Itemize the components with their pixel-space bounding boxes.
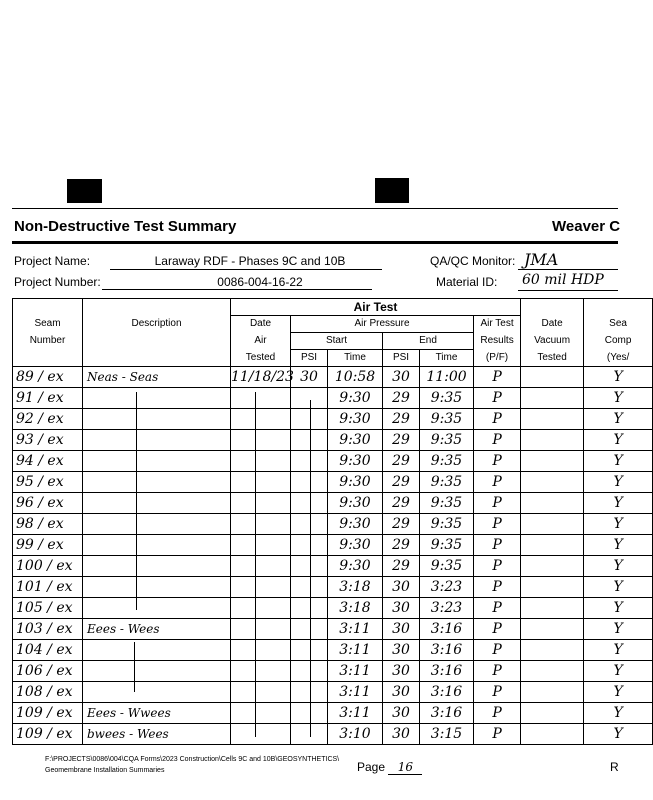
table-row [13, 577, 653, 598]
seam-complete-cell: Y [584, 430, 653, 451]
date-air-tested-cell [231, 556, 291, 577]
project-number-value: 0086-004-16-22 [217, 275, 303, 289]
air-test-result-cell: P [474, 619, 521, 640]
end-psi-cell: 29 [383, 430, 420, 451]
vacuum-tested-cell [521, 430, 584, 451]
air-test-group-header: Air Test [231, 299, 521, 316]
project-number-label: Project Number: [14, 275, 101, 289]
seam-complete-cell: Y [584, 682, 653, 703]
seam-complete-cell: Y [584, 556, 653, 577]
air-test-result-cell: P [474, 724, 521, 745]
seam-number-cell: 109 / ex [13, 703, 83, 724]
vacuum-tested-cell [521, 388, 584, 409]
footer-file-path: F:\PROJECTS\0086\004\CQA Forms\2023 Construction\Cells 9C and 10B\GEOSYNTHETICS\ [45, 756, 340, 763]
description-cell [83, 640, 231, 661]
end-time-cell: 3:16 [420, 661, 474, 682]
seam-header-blank [13, 299, 83, 316]
end-time-cell: 3:16 [420, 619, 474, 640]
end-time-header: Time [420, 350, 474, 367]
company-name: Weaver C [552, 218, 621, 235]
form-title: Non-Destructive Test Summary [14, 218, 237, 235]
seam-number-cell: 89 / ex [13, 367, 83, 388]
start-time-header: Time [328, 350, 383, 367]
end-psi-cell: 29 [383, 493, 420, 514]
description-header: Description [83, 316, 231, 333]
end-time-cell: 9:35 [420, 451, 474, 472]
date-air-tested-cell [231, 682, 291, 703]
start-psi-cell [291, 430, 328, 451]
end-psi-cell: 29 [383, 388, 420, 409]
seam-complete-cell: Y [584, 514, 653, 535]
seam-number-cell: 99 / ex [13, 535, 83, 556]
air-test-result-cell: P [474, 493, 521, 514]
test-summary-table [12, 298, 653, 745]
start-psi-header: PSI [291, 350, 328, 367]
start-psi-cell [291, 514, 328, 535]
vacuum-tested-cell [521, 514, 584, 535]
end-header: End [383, 333, 474, 350]
start-psi-cell: 30 [291, 367, 328, 388]
end-psi-cell: 29 [383, 514, 420, 535]
project-name-label: Project Name: [14, 254, 91, 268]
date-air-tested-cell [231, 577, 291, 598]
seam-number-cell: 100 / ex [13, 556, 83, 577]
date-continuation-arrow [255, 392, 256, 737]
date-air-tested-cell [231, 661, 291, 682]
table-row [13, 661, 653, 682]
end-time-cell: 3:16 [420, 640, 474, 661]
end-psi-cell: 29 [383, 535, 420, 556]
description-cell: Eees - Wees [83, 619, 231, 640]
start-psi-cell [291, 451, 328, 472]
start-time-cell: 9:30 [328, 535, 383, 556]
vacuum-tested-cell [521, 577, 584, 598]
seam-complete-cell: Y [584, 388, 653, 409]
description-header-spacer-2 [83, 350, 231, 367]
air-test-result-cell: P [474, 661, 521, 682]
table-row [13, 535, 653, 556]
vacuum-tested-cell [521, 640, 584, 661]
start-psi-cell [291, 661, 328, 682]
vacuum-tested-cell [521, 367, 584, 388]
air-pressure-header: Air Pressure [291, 316, 474, 333]
description-cell [83, 451, 231, 472]
date-air-tested-cell [231, 409, 291, 430]
description-cell [83, 556, 231, 577]
seam-complete-cell: Y [584, 493, 653, 514]
air-test-result-cell: P [474, 409, 521, 430]
description-cell [83, 514, 231, 535]
end-psi-cell: 29 [383, 451, 420, 472]
air-test-result-cell: P [474, 430, 521, 451]
air-test-result-cell: P [474, 577, 521, 598]
start-psi-cell [291, 619, 328, 640]
table-row [13, 367, 653, 388]
date-air-tested-cell: 11/18/23 [231, 367, 291, 388]
table-row [13, 682, 653, 703]
date-air-tested-cell [231, 388, 291, 409]
table-row [13, 703, 653, 724]
end-psi-cell: 30 [383, 640, 420, 661]
vacuum-header-2: Vacuum [521, 333, 584, 350]
end-time-cell: 9:35 [420, 472, 474, 493]
end-psi-cell: 30 [383, 661, 420, 682]
air-test-result-cell: P [474, 367, 521, 388]
air-test-result-cell: P [474, 388, 521, 409]
description-cell [83, 388, 231, 409]
date-air-tested-cell [231, 724, 291, 745]
seam-complete-cell: Y [584, 619, 653, 640]
date-air-tested-cell [231, 514, 291, 535]
date-air-tested-cell [231, 493, 291, 514]
vacuum-tested-cell [521, 682, 584, 703]
description-cell: bwees - Wees [83, 724, 231, 745]
seam-complete-cell: Y [584, 577, 653, 598]
start-psi-cell [291, 724, 328, 745]
start-time-cell: 3:18 [328, 598, 383, 619]
end-time-cell: 3:16 [420, 703, 474, 724]
vacuum-header-1: Date [521, 316, 584, 333]
start-time-cell: 9:30 [328, 388, 383, 409]
start-time-cell: 3:11 [328, 682, 383, 703]
end-time-cell: 9:35 [420, 388, 474, 409]
end-time-cell: 3:16 [420, 682, 474, 703]
seam-complete-cell: Y [584, 724, 653, 745]
description-continuation-arrow-2 [134, 642, 135, 692]
title-bottom-rule [12, 241, 618, 244]
start-time-cell: 3:11 [328, 619, 383, 640]
seam-complete-cell: Y [584, 661, 653, 682]
end-psi-cell: 30 [383, 598, 420, 619]
description-cell [83, 577, 231, 598]
date-air-tested-cell [231, 619, 291, 640]
air-test-results-header-2: Results [474, 333, 521, 350]
air-test-result-cell: P [474, 556, 521, 577]
vacuum-tested-cell [521, 703, 584, 724]
table-row [13, 619, 653, 640]
seam-number-cell: 92 / ex [13, 409, 83, 430]
vacuum-tested-cell [521, 598, 584, 619]
end-time-cell: 3:23 [420, 577, 474, 598]
seam-number-cell: 105 / ex [13, 598, 83, 619]
end-time-cell: 3:15 [420, 724, 474, 745]
date-air-tested-cell [231, 640, 291, 661]
seam-complete-cell: Y [584, 640, 653, 661]
description-cell [83, 493, 231, 514]
vacuum-tested-cell [521, 409, 584, 430]
start-time-cell: 3:10 [328, 724, 383, 745]
end-time-cell: 9:35 [420, 430, 474, 451]
air-test-result-cell: P [474, 598, 521, 619]
start-psi-cell [291, 472, 328, 493]
end-psi-cell: 29 [383, 472, 420, 493]
table-row [13, 640, 653, 661]
table-row [13, 598, 653, 619]
start-time-cell: 9:30 [328, 514, 383, 535]
description-cell [83, 472, 231, 493]
vacuum-tested-cell [521, 493, 584, 514]
start-psi-cell [291, 640, 328, 661]
date-air-header-1: Date [231, 316, 291, 333]
start-time-cell: 10:58 [328, 367, 383, 388]
date-air-tested-cell [231, 598, 291, 619]
start-psi-cell [291, 388, 328, 409]
date-air-tested-cell [231, 703, 291, 724]
vacuum-tested-cell [521, 535, 584, 556]
description-cell: Eees - Wwees [83, 703, 231, 724]
description-cell [83, 409, 231, 430]
project-number-underline [102, 289, 372, 290]
vacuum-tested-cell [521, 556, 584, 577]
comp-header-3: (Yes/ [584, 350, 653, 367]
redaction-box-right [375, 178, 409, 203]
description-cell [83, 535, 231, 556]
start-time-cell: 9:30 [328, 472, 383, 493]
table-row [13, 409, 653, 430]
table-body [13, 367, 653, 745]
psi-continuation-arrow [310, 400, 311, 737]
material-id-label: Material ID: [436, 275, 498, 289]
seam-complete-cell: Y [584, 409, 653, 430]
end-psi-cell: 30 [383, 724, 420, 745]
start-time-cell: 3:11 [328, 661, 383, 682]
table-row [13, 724, 653, 745]
table-row [13, 388, 653, 409]
start-psi-cell [291, 598, 328, 619]
air-test-result-cell: P [474, 451, 521, 472]
description-cell [83, 682, 231, 703]
description-header-spacer [83, 333, 231, 350]
page-label: Page [357, 760, 386, 774]
seam-number-cell: 103 / ex [13, 619, 83, 640]
description-cell: Neas - Seas [83, 367, 231, 388]
material-id-value: 60 mil HDP [522, 272, 604, 288]
air-test-result-cell: P [474, 535, 521, 556]
start-psi-cell [291, 556, 328, 577]
end-psi-header: PSI [383, 350, 420, 367]
start-header: Start [291, 333, 383, 350]
seam-number-cell: 106 / ex [13, 661, 83, 682]
start-psi-cell [291, 535, 328, 556]
end-psi-cell: 30 [383, 703, 420, 724]
title-top-rule [12, 208, 618, 209]
end-psi-cell: 30 [383, 619, 420, 640]
description-continuation-arrow-1 [136, 392, 137, 610]
end-time-cell: 9:35 [420, 493, 474, 514]
footer-right-fragment: R [610, 760, 619, 774]
air-test-result-cell: P [474, 703, 521, 724]
date-air-header-2: Air [231, 333, 291, 350]
project-name-value: Laraway RDF - Phases 9C and 10B [154, 254, 346, 268]
end-time-cell: 9:35 [420, 556, 474, 577]
start-time-cell: 9:30 [328, 493, 383, 514]
end-time-cell: 9:35 [420, 535, 474, 556]
end-psi-cell: 30 [383, 577, 420, 598]
redaction-box-left [67, 179, 102, 203]
table-row [13, 556, 653, 577]
start-time-cell: 3:11 [328, 703, 383, 724]
seam-number-cell: 109 / ex [13, 724, 83, 745]
footer-file-name: Geomembrane Installation Summaries [45, 767, 165, 774]
description-header-blank [83, 299, 231, 316]
seam-number-cell: 96 / ex [13, 493, 83, 514]
start-psi-cell [291, 703, 328, 724]
air-test-result-cell: P [474, 640, 521, 661]
seam-complete-cell: Y [584, 367, 653, 388]
end-time-cell: 3:23 [420, 598, 474, 619]
end-psi-cell: 29 [383, 409, 420, 430]
seam-number-cell: 101 / ex [13, 577, 83, 598]
date-air-tested-cell [231, 535, 291, 556]
vacuum-tested-cell [521, 661, 584, 682]
seam-number-cell: 98 / ex [13, 514, 83, 535]
start-time-cell: 3:11 [328, 640, 383, 661]
comp-header-1: Sea [584, 316, 653, 333]
start-psi-cell [291, 409, 328, 430]
table-row [13, 514, 653, 535]
air-test-results-header-1: Air Test [474, 316, 521, 333]
start-time-cell: 9:30 [328, 556, 383, 577]
page-number-value: 16 [388, 760, 422, 775]
seam-header-2: Number [13, 333, 83, 350]
date-air-tested-cell [231, 472, 291, 493]
comp-header-blank [584, 299, 653, 316]
vacuum-header-blank [521, 299, 584, 316]
start-time-cell: 9:30 [328, 451, 383, 472]
seam-complete-cell: Y [584, 535, 653, 556]
vacuum-tested-cell [521, 724, 584, 745]
qaqc-label: QA/QC Monitor: [430, 254, 516, 268]
description-cell [83, 661, 231, 682]
seam-number-cell: 95 / ex [13, 472, 83, 493]
material-id-underline [518, 290, 618, 291]
end-psi-cell: 30 [383, 367, 420, 388]
page-number [357, 760, 422, 775]
description-cell [83, 430, 231, 451]
seam-complete-cell: Y [584, 472, 653, 493]
seam-complete-cell: Y [584, 598, 653, 619]
seam-number-cell: 108 / ex [13, 682, 83, 703]
date-air-tested-cell [231, 430, 291, 451]
vacuum-header-3: Tested [521, 350, 584, 367]
start-time-cell: 9:30 [328, 409, 383, 430]
end-time-cell: 9:35 [420, 514, 474, 535]
vacuum-tested-cell [521, 451, 584, 472]
start-psi-cell [291, 682, 328, 703]
air-test-result-cell: P [474, 514, 521, 535]
seam-number-cell: 93 / ex [13, 430, 83, 451]
project-name-underline [110, 269, 382, 270]
vacuum-tested-cell [521, 619, 584, 640]
seam-complete-cell: Y [584, 703, 653, 724]
seam-header-1: Seam [13, 316, 83, 333]
start-time-cell: 3:18 [328, 577, 383, 598]
air-test-result-cell: P [474, 472, 521, 493]
qaqc-underline [518, 269, 618, 270]
end-psi-cell: 30 [383, 682, 420, 703]
start-psi-cell [291, 493, 328, 514]
seam-complete-cell: Y [584, 451, 653, 472]
comp-header-2: Comp [584, 333, 653, 350]
vacuum-tested-cell [521, 472, 584, 493]
end-time-cell: 9:35 [420, 409, 474, 430]
seam-number-cell: 94 / ex [13, 451, 83, 472]
air-test-results-header-3: (P/F) [474, 350, 521, 367]
date-air-tested-cell [231, 451, 291, 472]
table-row [13, 493, 653, 514]
date-air-header-3: Tested [231, 350, 291, 367]
table-row [13, 472, 653, 493]
seam-number-cell: 91 / ex [13, 388, 83, 409]
qaqc-value: JMA [524, 250, 559, 269]
start-time-cell: 9:30 [328, 430, 383, 451]
description-cell [83, 598, 231, 619]
end-psi-cell: 29 [383, 556, 420, 577]
start-psi-cell [291, 577, 328, 598]
table-row [13, 430, 653, 451]
seam-number-cell: 104 / ex [13, 640, 83, 661]
end-time-cell: 11:00 [420, 367, 474, 388]
table-row [13, 451, 653, 472]
seam-header-3 [13, 350, 83, 367]
air-test-result-cell: P [474, 682, 521, 703]
